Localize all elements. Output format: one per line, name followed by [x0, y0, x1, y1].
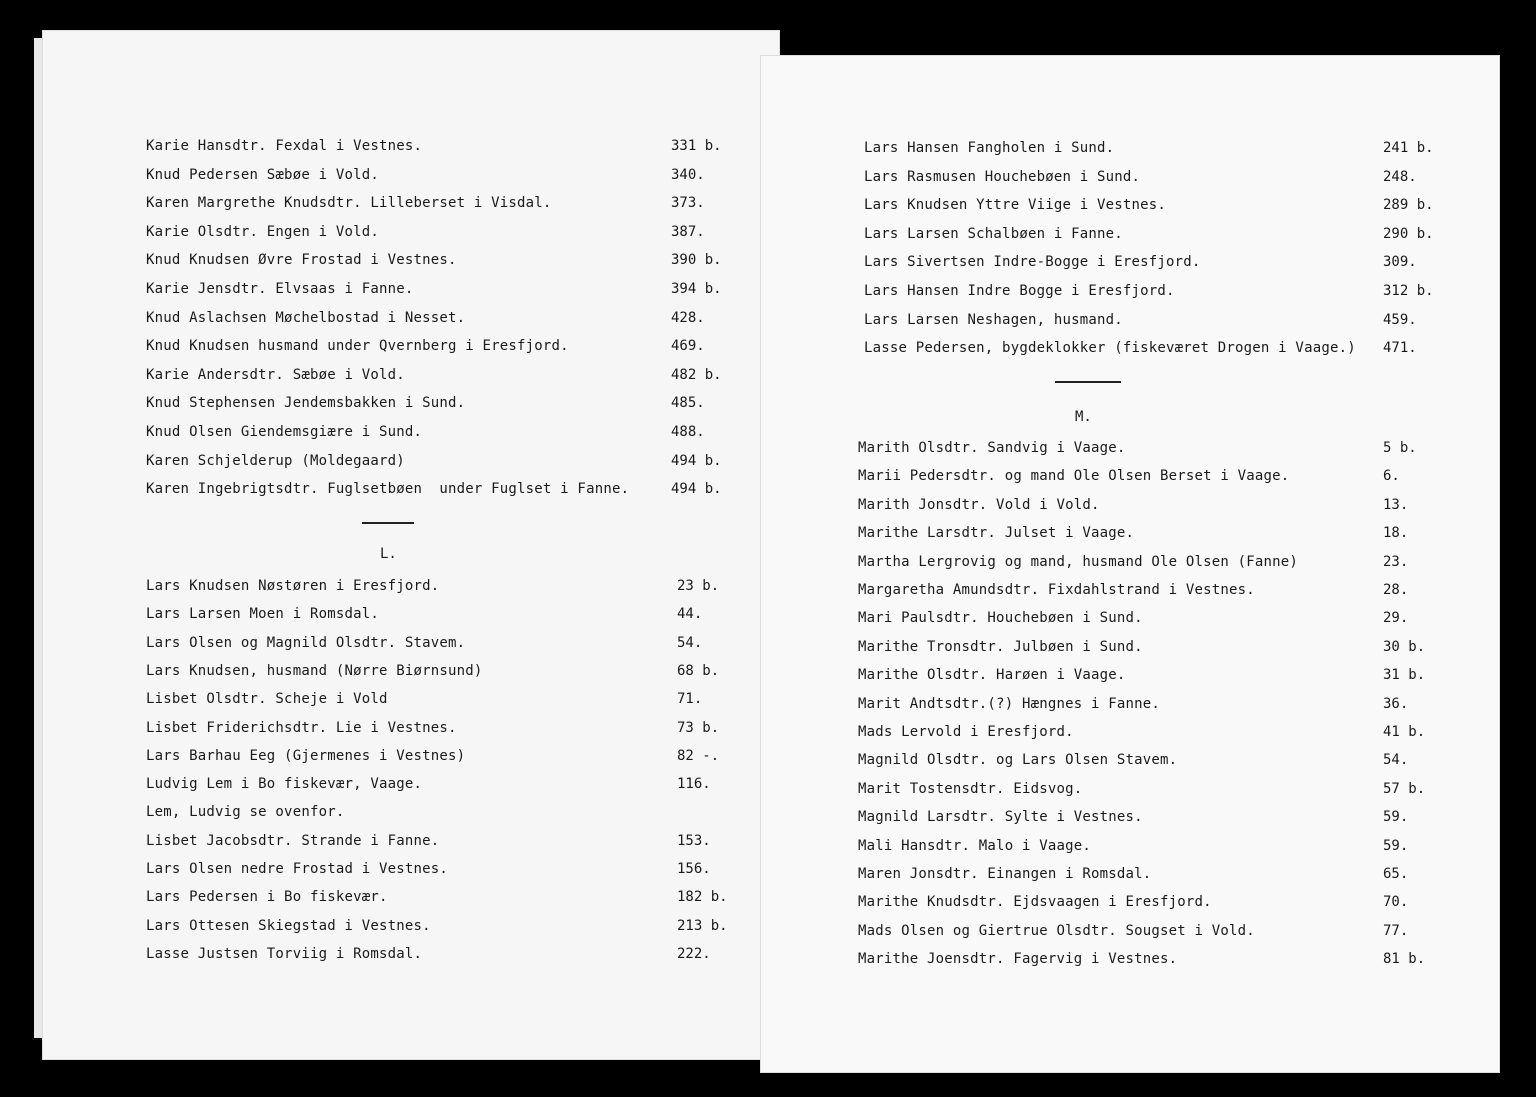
right-m-entry-ref: 29. [1383, 610, 1409, 627]
right-m-entry-name: Marii Pedersdtr. og mand Ole Olsen Berset i Vaage. [858, 468, 1290, 485]
right-m-entry-ref: 31 b. [1383, 667, 1426, 684]
right-l-entry-name: Lars Larsen Schalbøen i Fanne. [864, 225, 1123, 242]
right-m-entry-name: Marithe Knudsdtr. Ejdsvaagen i Eresfjord. [858, 894, 1212, 911]
left-k-entry-name: Knud Olsen Giendemsgiære i Sund. [146, 424, 423, 440]
right-m-entry-name: Mali Hansdtr. Malo i Vaage. [858, 837, 1091, 854]
right-l-entry-ref: 459. [1383, 311, 1417, 328]
section-letter-l: L. [380, 546, 397, 562]
left-l-entry-name: Lars Knudsen Nøstøren i Eresfjord. [146, 578, 440, 594]
left-k-entry-ref: 373. [671, 195, 705, 212]
right-m-entry-name: Marithe Olsdtr. Harøen i Vaage. [858, 667, 1126, 684]
right-m-entry-ref: 59. [1383, 837, 1409, 854]
left-k-entry-ref: 494 b. [671, 481, 722, 498]
left-k-entry-name: Karie Hansdtr. Fexdal i Vestnes. [146, 138, 423, 154]
section-divider-right [1055, 381, 1121, 383]
right-l-entry-name: Lasse Pedersen, bygdeklokker (fiskeværet Drogen i Vaage.) [864, 340, 1356, 357]
right-m-entry-ref: 70. [1383, 894, 1409, 911]
left-k-entry-name: Karen Schjelderup (Moldegaard) [146, 452, 405, 469]
right-m-entry-name: Marithe Larsdtr. Julset i Vaage. [858, 525, 1135, 542]
right-m-entry-ref: 5 b. [1383, 440, 1417, 456]
left-l-entry-ref: 44. [677, 606, 703, 623]
left-l-entry-ref: 153. [677, 832, 711, 849]
left-l-entry-name: Lasse Justsen Torviig i Romsdal. [146, 945, 423, 962]
left-k-entry-name: Knud Aslachsen Møchelbostad i Nesset. [146, 309, 466, 326]
left-l-entry-name: Lars Olsen nedre Frostad i Vestnes. [146, 861, 449, 877]
left-l-entry-ref: 156. [677, 861, 711, 877]
left-l-entry-ref: 116. [677, 776, 711, 793]
right-m-entry-ref: 54. [1383, 752, 1409, 769]
section-divider-left [362, 522, 414, 524]
left-l-entry-name: Lars Larsen Moen i Romsdal. [146, 606, 379, 623]
right-m-entry-name: Marithe Joensdtr. Fagervig i Vestnes. [858, 951, 1178, 968]
right-m-entry-ref: 57 b. [1383, 780, 1426, 797]
left-l-entry-name: Lisbet Jacobsdtr. Strande i Fanne. [146, 832, 440, 849]
left-l-entry-name: Lars Knudsen, husmand (Nørre Biørnsund) [146, 662, 483, 679]
right-m-entry-ref: 81 b. [1383, 951, 1426, 968]
right-l-entry-ref: 290 b. [1383, 225, 1434, 242]
section-letter-m: M. [1075, 409, 1092, 425]
left-k-entry-name: Knud Knudsen Øvre Frostad i Vestnes. [146, 252, 457, 269]
left-l-entry-ref: 23 b. [677, 578, 720, 594]
left-l-entry-ref: 68 b. [677, 662, 720, 679]
left-l-entry-name: Lisbet Olsdtr. Scheje i Vold [146, 691, 388, 708]
left-l-entry-name: Lars Pedersen i Bo fiskevær. [146, 889, 388, 906]
left-l-entry-ref: 82 -. [677, 747, 720, 764]
left-k-entry-ref: 488. [671, 424, 705, 440]
right-m-entry-ref: 18. [1383, 525, 1409, 542]
left-k-entry-ref: 494 b. [671, 452, 722, 469]
left-k-entry-ref: 340. [671, 166, 705, 183]
right-m-entry-ref: 41 b. [1383, 724, 1426, 740]
right-l-entry-ref: 312 b. [1383, 283, 1434, 299]
left-l-entry-ref: 213 b. [677, 917, 728, 934]
left-page [42, 30, 780, 1060]
left-l-entry-name: Lars Ottesen Skiegstad i Vestnes. [146, 917, 431, 934]
left-l-entry-name: Lisbet Friderichsdtr. Lie i Vestnes. [146, 719, 457, 736]
right-m-entry-name: Marith Jonsdtr. Vold i Vold. [858, 496, 1100, 513]
right-m-entry-name: Margaretha Amundsdtr. Fixdahlstrand i Vestnes. [858, 582, 1255, 598]
left-l-entry-ref: 54. [677, 634, 703, 651]
right-m-entry-name: Marit Tostensdtr. Eidsvog. [858, 780, 1083, 797]
right-l-entry-name: Lars Hansen Indre Bogge i Eresfjord. [864, 283, 1175, 299]
left-l-entry-name: Ludvig Lem i Bo fiskevær, Vaage. [146, 776, 423, 793]
right-m-entry-name: Marithe Tronsdtr. Julbøen i Sund. [858, 638, 1143, 655]
left-k-entry-ref: 387. [671, 223, 705, 240]
left-l-entry-name: Lars Olsen og Magnild Olsdtr. Stavem. [146, 634, 466, 651]
right-m-entry-name: Magnild Olsdtr. og Lars Olsen Stavem. [858, 752, 1178, 769]
left-l-entry-ref: 73 b. [677, 719, 720, 736]
left-k-entry-ref: 428. [671, 309, 705, 326]
right-m-entry-name: Martha Lergrovig og mand, husmand Ole Olsen (Fanne) [858, 553, 1299, 570]
left-k-entry-ref: 482 b. [671, 366, 722, 383]
right-l-entry-ref: 248. [1383, 168, 1417, 185]
right-m-entry-name: Magnild Larsdtr. Sylte i Vestnes. [858, 809, 1143, 826]
right-l-entry-ref: 471. [1383, 340, 1417, 357]
right-m-entry-ref: 13. [1383, 496, 1409, 513]
right-l-entry-ref: 241 b. [1383, 140, 1434, 156]
right-m-entry-ref: 65. [1383, 866, 1409, 882]
right-l-entry-ref: 289 b. [1383, 197, 1434, 214]
right-m-entry-ref: 59. [1383, 809, 1409, 826]
left-k-entry-name: Knud Knudsen husmand under Qvernberg i Eresfjord. [146, 338, 569, 355]
right-m-entry-name: Mads Olsen og Giertrue Olsdtr. Sougset i Vold. [858, 922, 1255, 939]
left-l-entry-name: Lars Barhau Eeg (Gjermenes i Vestnes) [146, 747, 466, 764]
left-k-entry-name: Knud Stephensen Jendemsbakken i Sund. [146, 395, 466, 412]
left-l-entry-ref: 222. [677, 945, 711, 962]
right-m-entry-ref: 23. [1383, 553, 1409, 570]
left-k-entry-name: Karen Ingebrigtsdtr. Fuglsetbøen under Fuglset i Fanne. [146, 481, 630, 498]
left-k-entry-name: Karie Olsdtr. Engen i Vold. [146, 223, 379, 240]
left-k-entry-name: Knud Pedersen Sæbøe i Vold. [146, 166, 379, 183]
left-l-entry-ref: 182 b. [677, 889, 728, 906]
right-m-entry-ref: 28. [1383, 582, 1409, 598]
right-m-entry-name: Mads Lervold i Eresfjord. [858, 724, 1074, 740]
right-l-entry-name: Lars Hansen Fangholen i Sund. [864, 140, 1115, 156]
right-m-entry-ref: 6. [1383, 468, 1400, 485]
left-k-entry-name: Karen Margrethe Knudsdtr. Lilleberset i Visdal. [146, 195, 552, 212]
right-m-entry-name: Marit Andtsdtr.(?) Hængnes i Fanne. [858, 695, 1161, 712]
right-l-entry-ref: 309. [1383, 254, 1417, 271]
left-k-entry-ref: 469. [671, 338, 705, 355]
left-k-entry-ref: 331 b. [671, 138, 722, 154]
right-m-entry-ref: 77. [1383, 922, 1409, 939]
right-m-entry-name: Marith Olsdtr. Sandvig i Vaage. [858, 440, 1126, 456]
left-l-entry-name: Lem, Ludvig se ovenfor. [146, 804, 345, 821]
left-k-entry-ref: 485. [671, 395, 705, 412]
left-l-entry-ref: 71. [677, 691, 703, 708]
right-l-entry-name: Lars Sivertsen Indre-Bogge i Eresfjord. [864, 254, 1201, 271]
right-m-entry-name: Maren Jonsdtr. Einangen i Romsdal. [858, 866, 1152, 882]
left-k-entry-ref: 394 b. [671, 281, 722, 297]
left-k-entry-ref: 390 b. [671, 252, 722, 269]
left-k-entry-name: Karie Andersdtr. Sæbøe i Vold. [146, 366, 405, 383]
right-l-entry-name: Lars Larsen Neshagen, husmand. [864, 311, 1123, 328]
left-k-entry-name: Karie Jensdtr. Elvsaas i Fanne. [146, 281, 414, 297]
right-l-entry-name: Lars Rasmusen Houchebøen i Sund. [864, 168, 1141, 185]
right-m-entry-ref: 30 b. [1383, 638, 1426, 655]
right-m-entry-name: Mari Paulsdtr. Houchebøen i Sund. [858, 610, 1143, 627]
right-m-entry-ref: 36. [1383, 695, 1409, 712]
right-l-entry-name: Lars Knudsen Yttre Viige i Vestnes. [864, 197, 1167, 214]
